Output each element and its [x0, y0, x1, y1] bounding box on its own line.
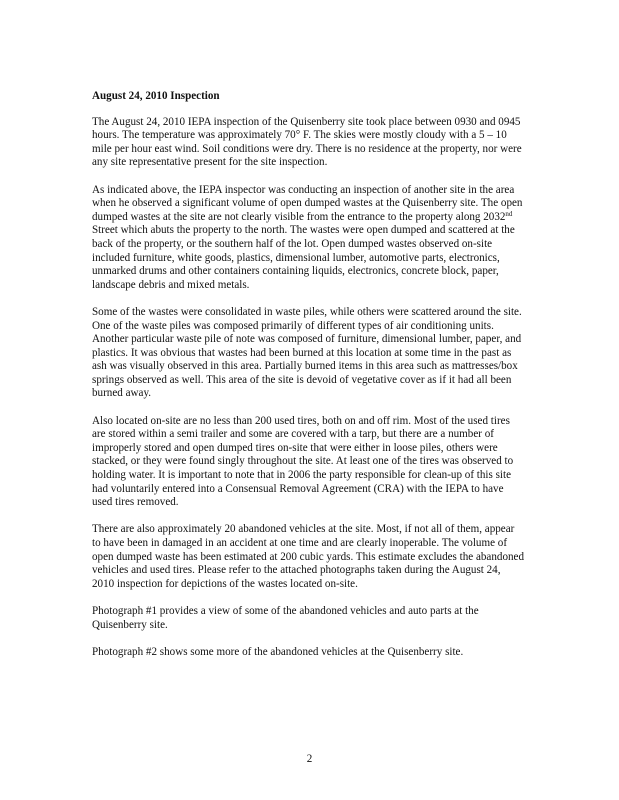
paragraph-photograph-2: Photograph #2 shows some more of the abandoned vehicles at the Quisenberry site. [92, 645, 464, 658]
ordinal-superscript: nd [505, 209, 513, 218]
paragraph-inspection-conditions: The August 24, 2010 IEPA inspection of the Quisenberry site took place between 0930 and 0945 hours. The temperature was approximately 70° F. The skies were mostly cloudy with a 5 – 10 mile per hour east wind. Soil conditions were dry. There is no residence at the property, nor were any site representative present for the site inspection. [92, 115, 522, 169]
paragraph-abandoned-vehicles: There are also approximately 20 abandoned vehicles at the site. Most, if not all of them, appear to have been in damaged in an accident at one time and are clearly inoperable. The volume of open dumped waste has been estimated at 200 cubic yards. This estimate excludes the abandoned vehicles and used tires. Please refer to the attached photographs taken during the August 24, 2010 inspection for depictions of the wastes located on-site. [92, 523, 525, 590]
paragraph-used-tires: Also located on-site are no less than 200 used tires, both on and off rim. Most of the used tires are stored within a semi trailer and some are covered with a tarp, but there are a number of improperly stored and open dumped tires on-site that were either in loose piles, others were stacked, or they were found singly throughout the site. At least one of the tires was observed to holding water. It is important to note that in 2006 the party responsible for clean-up of this site had voluntarily entered into a Consensual Removal Agreement (CRA) with the IEPA to have used tires removed. [92, 414, 514, 509]
page-number: 2 [306, 753, 313, 765]
section-heading: August 24, 2010 Inspection [92, 90, 220, 102]
paragraph-text-part: Street which abuts the property to the north. The wastes were open dumped and scattered at the back of the property, or the southern half of the lot. Open dumped wastes observed on-site included furniture, white goods, plastics, dimensional lumber, automotive parts, electronics, unmarked drums and other containers containing liquids, electronics, concrete block, paper, landscape debris and mixed metals. [92, 224, 515, 291]
paragraph-photograph-1: Photograph #1 provides a view of some of the abandoned vehicles and auto parts at the Quisenberry site. [92, 604, 479, 631]
paragraph-text-part: As indicated above, the IEPA inspector was conducting an inspection of another site in the area when he observed a significant volume of open dumped wastes at the Quisenberry site. The open dumped wastes at the site are not clearly visible from the entrance to the property along 2032 [92, 183, 523, 223]
paragraph-waste-piles: Some of the wastes were consolidated in waste piles, while others were scattered around the site. One of the waste piles was composed primarily of different types of air conditioning units. Another particular waste pile of note was composed of furniture, dimensional lumber, paper, and plastics. It was obvious that wastes had been burned at this location at some time in the past as ash was visually observed in this area. Partially burned items in this area such as mattresses/box springs observed as well. This area of the site is devoid of vegetative cover as if it had all been burned away. [92, 305, 522, 400]
paragraph-open-dumped-wastes [92, 184, 524, 293]
document-body [92, 90, 524, 673]
